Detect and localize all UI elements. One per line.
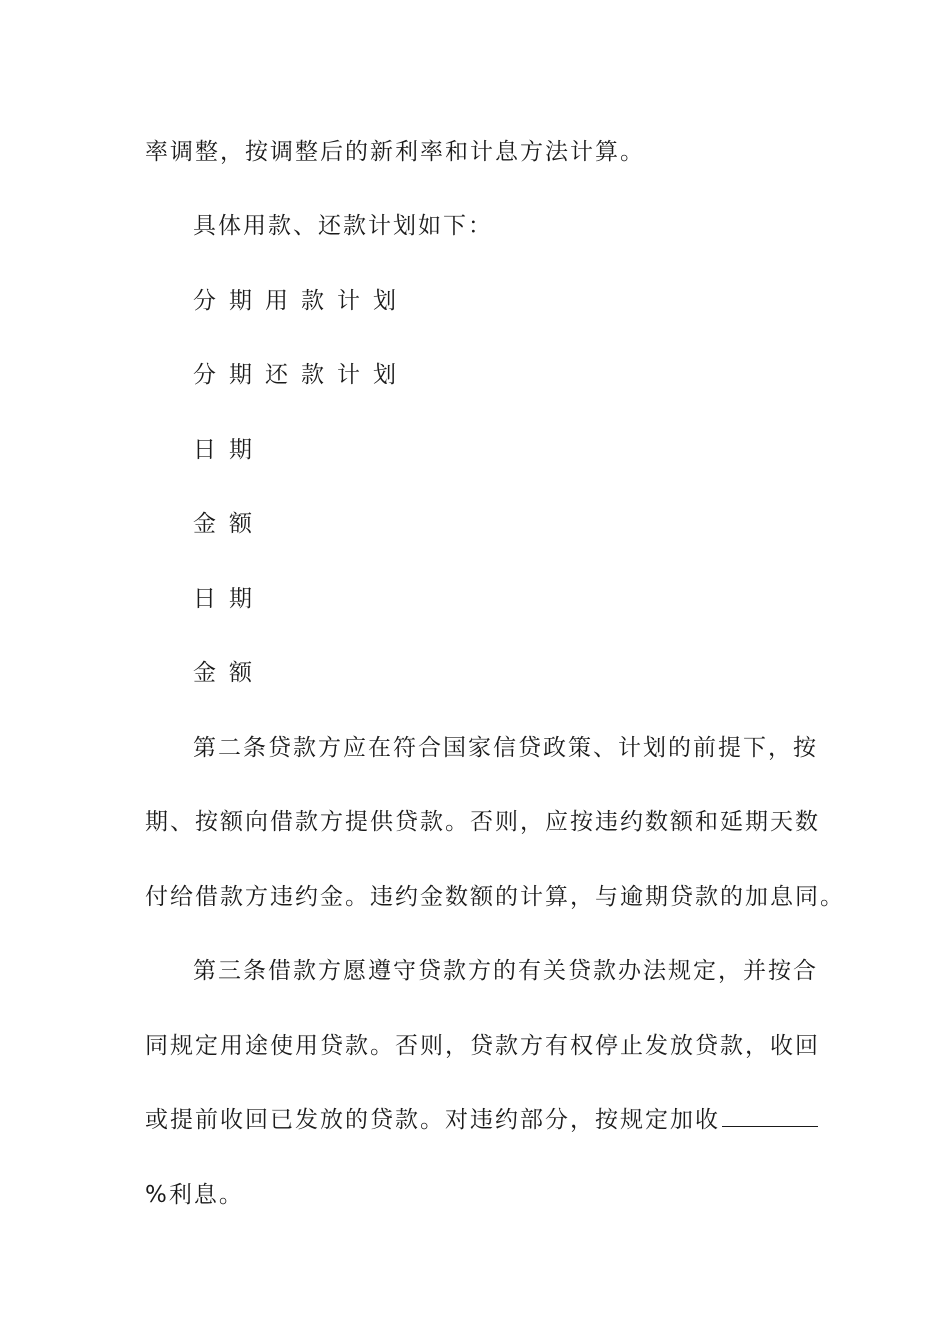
table-label-amount: 金额: [193, 660, 265, 686]
paragraph-line: 同规定用途使用贷款。否则，贷款方有权停止发放贷款，收回: [145, 1033, 820, 1059]
paragraph-line: 具体用款、还款计划如下：: [193, 213, 493, 239]
paragraph-line: 第二条贷款方应在符合国家信贷政策、计划的前提下，按: [193, 735, 818, 761]
table-heading-repayment-plan: 分期还款计划: [193, 362, 409, 388]
paragraph-line-with-blank: [145, 1104, 818, 1136]
paragraph-line: %利息。: [145, 1182, 244, 1208]
table-heading-borrowing-plan: 分期用款计划: [193, 288, 409, 314]
paragraph-line: 第三条借款方愿遵守贷款方的有关贷款办法规定，并按合: [193, 958, 818, 984]
paragraph-line: 期、按额向借款方提供贷款。否则，应按违约数额和延期天数: [145, 809, 820, 835]
paragraph-text: 或提前收回已发放的贷款。对违约部分，按规定加收: [145, 1107, 720, 1133]
fill-in-blank[interactable]: [722, 1106, 818, 1127]
paragraph-line: 付给借款方违约金。违约金数额的计算，与逾期贷款的加息同。: [145, 884, 845, 910]
table-label-date: 日期: [193, 586, 265, 612]
table-label-amount: 金额: [193, 511, 265, 537]
paragraph-line: 率调整，按调整后的新利率和计息方法计算。: [145, 139, 645, 165]
table-label-date: 日期: [193, 437, 265, 463]
